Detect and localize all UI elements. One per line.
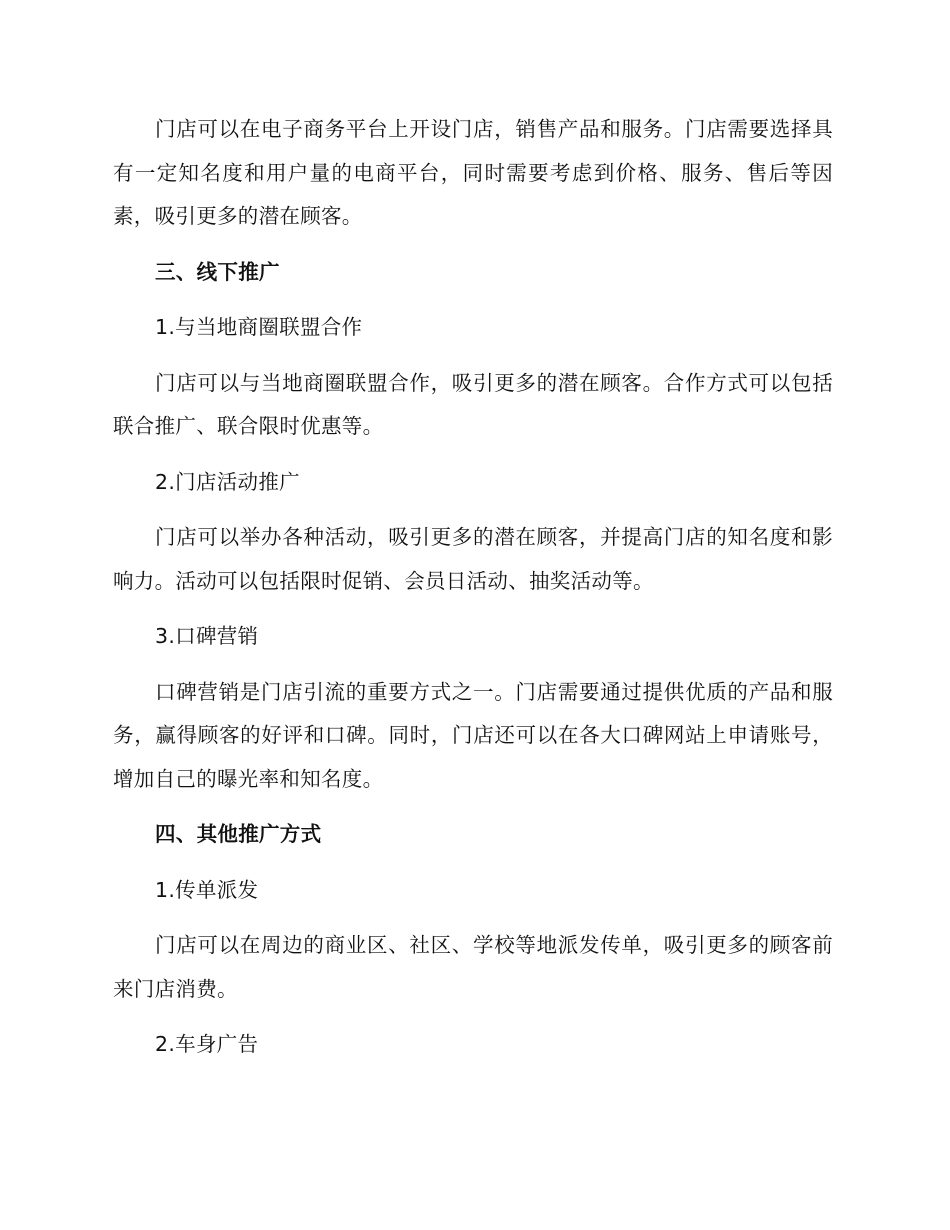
paragraph-flyers: 门店可以在周边的商业区、社区、学校等地派发传单，吸引更多的顾客前来门店消费。 — [113, 933, 833, 1001]
subheading-flyers: 1.传单派发 — [155, 877, 259, 902]
subheading-vehicle-ads: 2.车身广告 — [155, 1032, 259, 1056]
section-heading-other: 四、其他推广方式 — [155, 822, 322, 846]
section-heading-offline: 三、线下推广 — [155, 259, 280, 284]
paragraph-word-of-mouth: 口碑营销是门店引流的重要方式之一。门店需要通过提供优质的产品和服务，赢得顾客的好评和口碑。同时，门店还可以在各大口碑网站上申请账号，增加自己的曝光率和知名度。 — [113, 679, 833, 791]
subheading-alliance: 1.与当地商圈联盟合作 — [155, 315, 363, 339]
paragraph-ecommerce: 门店可以在电子商务平台上开设门店，销售产品和服务。门店需要选择具有一定知名度和用户量的电商平台，同时需要考虑到价格、服务、售后等因素，吸引更多的潜在顾客。 — [113, 117, 833, 228]
subheading-store-events: 2.门店活动推广 — [155, 469, 300, 494]
document-body — [113, 108, 833, 1067]
paragraph-store-events: 门店可以举办各种活动，吸引更多的潜在顾客，并提高门店的知名度和影响力。活动可以包括限时促销、会员日活动、抽奖活动等。 — [113, 525, 833, 593]
subheading-word-of-mouth: 3.口碑营销 — [155, 624, 259, 648]
paragraph-alliance: 门店可以与当地商圈联盟合作，吸引更多的潜在顾客。合作方式可以包括联合推广、联合限时优惠等。 — [113, 370, 833, 438]
